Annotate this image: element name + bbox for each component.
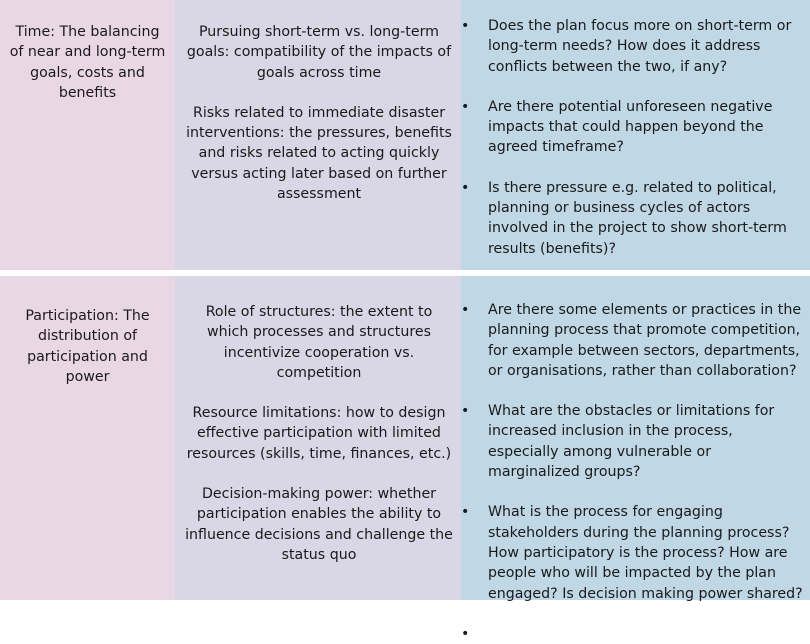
question-text: What are the obstacles or limitations for increased inclusion in the process, especially among vulnerable or marginalized groups? bbox=[488, 403, 775, 481]
question-item bbox=[461, 97, 810, 158]
question-text: Is there pressure e.g. related to political, planning or business cycles of actors involved in the project to show short-term results (benefits)? bbox=[488, 179, 787, 257]
question-item bbox=[461, 300, 810, 381]
bullet-icon: • bbox=[461, 179, 470, 196]
consideration-text: Pursuing short-term vs. long-term goals: compatibility of the impacts of goals across time bbox=[186, 24, 452, 81]
bullet-icon: • bbox=[461, 18, 470, 34]
consideration-text: Decision-making power: whether participation enables the ability to influence decisions and challenge the status quo bbox=[185, 486, 453, 563]
bullet-icon: • bbox=[461, 98, 470, 115]
row-time-theme: Time: The balancing of near and long-term goals, costs and benefits bbox=[9, 24, 166, 101]
row-time-considerations bbox=[185, 22, 453, 204]
consideration-text: Resource limitations: how to design effective participation with limited resources (skills, time, finances, etc.) bbox=[186, 405, 452, 462]
row-participation-considerations bbox=[185, 302, 453, 565]
question-item bbox=[461, 16, 810, 77]
row-participation-questions bbox=[461, 300, 810, 642]
question-item bbox=[461, 178, 810, 259]
bullet-icon: • bbox=[461, 625, 470, 642]
consideration-text: Risks related to immediate disaster interventions: the pressures, benefits and risks related to acting quickly versus acting later based on further assessment bbox=[186, 104, 452, 203]
bullet-icon: • bbox=[461, 403, 470, 420]
question-text: Are there potential unforeseen negative impacts that could happen beyond the agreed timeframe? bbox=[488, 98, 773, 156]
question-item bbox=[461, 502, 810, 603]
row-separator bbox=[0, 270, 810, 276]
consideration-text: Role of structures: the extent to which processes and structures incentivize cooperation vs. competition bbox=[205, 304, 433, 381]
question-text: Are there some elements or practices in the planning process that promote competition, for example between sectors, departments, or organisations, rather than collaboration? bbox=[488, 302, 802, 379]
bullet-icon: • bbox=[461, 504, 470, 521]
row-time-questions bbox=[461, 16, 810, 259]
question-item bbox=[461, 401, 810, 482]
question-text: What is the process for engaging stakeholders during the planning process? How participatory is the process? How are people who will be impacted by the plan engaged? Is decision making power shared? bbox=[488, 504, 803, 602]
row-participation-theme: Participation: The distribution of participation and power bbox=[25, 308, 150, 385]
question-list bbox=[461, 300, 810, 642]
question-list bbox=[461, 16, 810, 259]
question-text: Does the plan focus more on short-term or long-term needs? How does it address conflicts between the two, if any? bbox=[488, 18, 792, 75]
bullet-icon: • bbox=[461, 302, 470, 318]
